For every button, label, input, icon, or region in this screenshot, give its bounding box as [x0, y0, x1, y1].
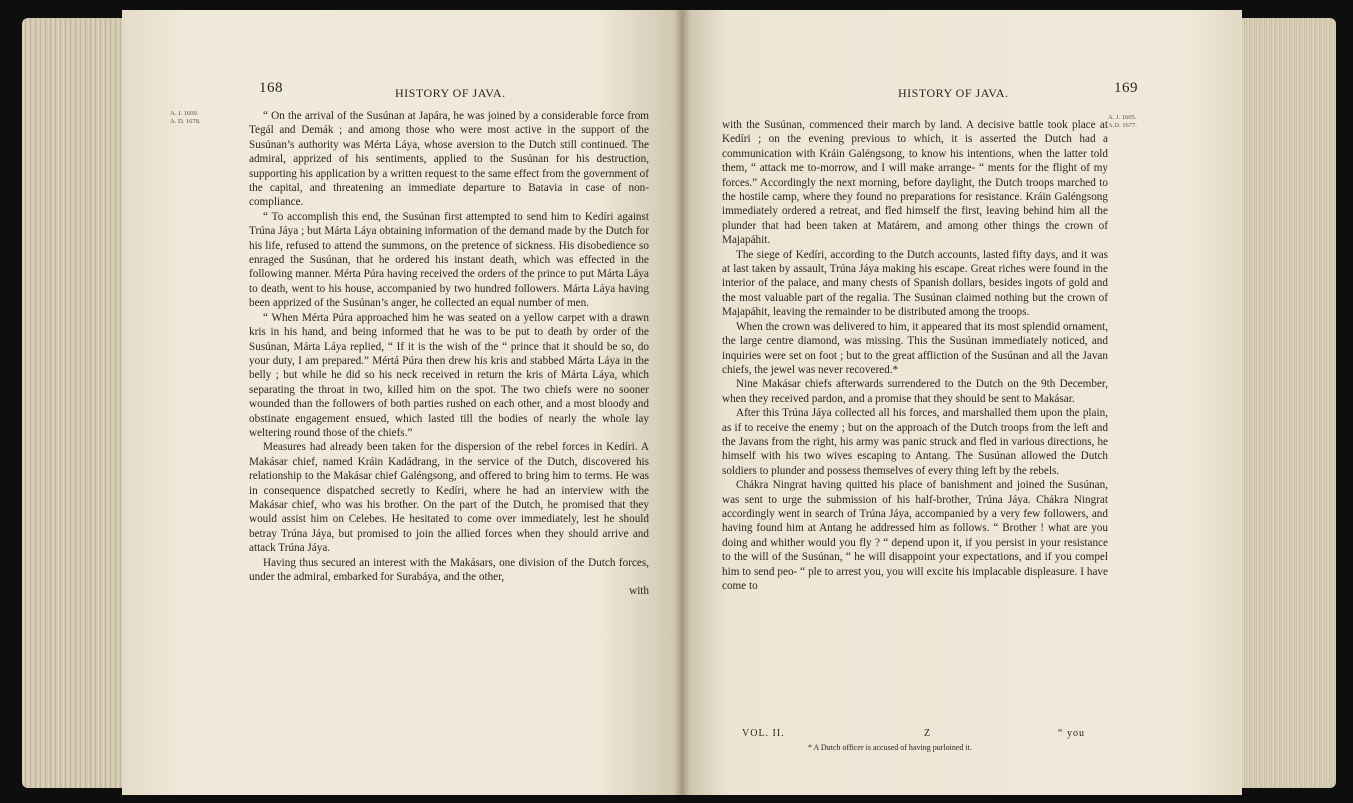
paragraph: After this Trúna Jáya collected all his forces, and marshalled them upon the plain, as if to receive the enemy ; but on the approach of the Dutch troops from the left and the Javans from the right, his army was panic struck and fled in various directions, he himself with his two wives escaping to Antang. The Susúnan allowed the Dutch soldiers to plunder and possess themselves of every thing left by the rebels. [722, 407, 1108, 477]
margin-note: A. J. 1600. A. D. 1678. [170, 110, 201, 125]
paragraph: Measures had already been taken for the dispersion of the rebel forces in Kedíri. A Makásar chief, named Kráin Kadádrang, in the service of the Dutch, discovered his relationship to the Makásar chief Galéngsong, and offered to bring him to terms. He was in consequence dispatched secretly to Kedíri, where he had an interview with the Makásar chief, who was his brother. On the part of the Dutch, he promised that they would assist him on Celebes. He hesitated to come over immediately, lest he should betray Trúna Jáya, but promised to join the allied forces when they should arrive and attack Trúna Jáya. [249, 441, 649, 555]
margin-note: A. J. 1605. A.D. 1677. [1108, 114, 1137, 129]
paragraph: “ When Mérta Púra approached him he was seated on a yellow carpet with a drawn kris in his hand, and being informed that he was to be put to death by order of the Susúnan, Márta Láya replied, “ If it is the wish of the “ prince that it should be so, do your duty, I am prepared.” Mértá Púra then drew his kris and stabbed Márta Láya in the belly ; but while he did so his neck received in return the kris of Márta Láya, which separating the throat in two, killed him on the spot. The two chiefs were no sooner wounded than the followers of both parties rushed on each other, and a most bloody and obstinate engagement ensued, which lasted till the bodies of nearly the whole lay weltering round those of the chiefs.” [249, 311, 649, 439]
left-page-edges [22, 18, 134, 788]
catchword: with [629, 585, 649, 598]
right-page [682, 10, 1242, 795]
volume-signature: VOL. II. [742, 728, 785, 739]
catchword: “ you [1058, 728, 1085, 739]
paragraph: “ To accomplish this end, the Susúnan first attempted to send him to Kedíri against Trúna Jáya ; but Márta Láya obtaining information of the demand made by the Dutch for his life, refused to attend the summons, on the pretence of sickness. His disobedience so enraged the Susúnan, that he ordered his instant death, which was effected in the following manner. Mérta Púra having received the orders of the prince to put Márta Láya to death, went to his house, accompanied by two hundred followers. Márta Láya having been apprized of the Susúnan’s anger, he collected an equal number of men. [249, 210, 649, 310]
paragraph: “ On the arrival of the Susúnan at Japára, he was joined by a considerable force from Tegál and Demák ; and among those who were most active in the support of the Susúnan’s authority was Mérta Láya, whose aversion to the Dutch still continued. The admiral, apprized of his sentiments, applied to the Susúnan for his destruction, supporting his application by a written request to the same effect from the government of the capital, and threatening an immediate departure to Batavia in case of non-compliance. [249, 110, 649, 209]
page-number: 168 [259, 80, 283, 96]
left-body-text [249, 109, 649, 599]
paragraph: The siege of Kedíri, according to the Dutch accounts, lasted fifty days, and it was at last taken by assault, Trúna Jáya making his escape. Great riches were found in the interior of the palace, and many chests of Spanish dollars, besides ingots of gold and the most valuable part of the regalia. The Susúnan claimed nothing but the crown of Majapáhit, leaving the remainder to be distributed among the troops. [722, 248, 1108, 319]
paragraph: with the Susúnan, commenced their march by land. A decisive battle took place at Kedíri ; on the evening previous to which, it is asserted the Dutch had a communication with Kráin Galéngsong, to know his intentions, when the latter told them, “ attack me to-morrow, and I will make arrange- “ ments for the flight of my forces.” Accordingly the next morning, before daylight, the Dutch troops marched to the hostile camp, where they found no preparations for resistance. Kráin Galéngsong immediately ordered a retreat, and fled himself the first, leaving behind him all the plunder that had been taken at Matárem, and among other things the crown of Majapáhit. [722, 119, 1108, 247]
signature-mark: Z [924, 728, 932, 739]
footnote: * A Dutch officer is accused of having purloined it. [808, 743, 972, 752]
running-head: HISTORY OF JAVA. [395, 86, 506, 100]
right-body-text [722, 118, 1108, 593]
left-page [122, 10, 682, 795]
open-book [22, 10, 1336, 795]
paragraph: Having thus secured an interest with the Makásars, one division of the Dutch forces, under the admiral, embarked for Surabáya, and the other, [249, 556, 649, 583]
paragraph: Chákra Ningrat having quitted his place of banishment and joined the Susúnan, was sent to urge the submission of his half-brother, Trúna Jáya. Chákra Ningrat accordingly went in search of Trúna Jáya, accompanied by a very few followers, and having found him at Antang he addressed him as follows. “ Brother ! what are you doing and whither would you fly ? “ depend upon it, if you persist in your resistance to the will of the Susúnan, “ he will disappoint your expectations, and if you compel him to send peo- “ ple to arrest you, you will excite his implacable displeasure. I have come to [722, 479, 1108, 592]
paragraph: Nine Makásar chiefs afterwards surrendered to the Dutch on the 9th December, when they received pardon, and a promise that they should be sent to Makásar. [722, 378, 1108, 405]
paragraph: When the crown was delivered to him, it appeared that its most splendid ornament, the large centre diamond, was missing. This the Susúnan immediately noticed, and inquiries were set on foot ; but to the great affliction of the Susúnan and all the Javan chiefs, the jewel was never recovered.* [722, 320, 1108, 376]
book-gutter [674, 10, 690, 795]
running-head: HISTORY OF JAVA. [898, 86, 1009, 100]
right-page-edges [1240, 18, 1336, 788]
page-number: 169 [1114, 80, 1138, 96]
